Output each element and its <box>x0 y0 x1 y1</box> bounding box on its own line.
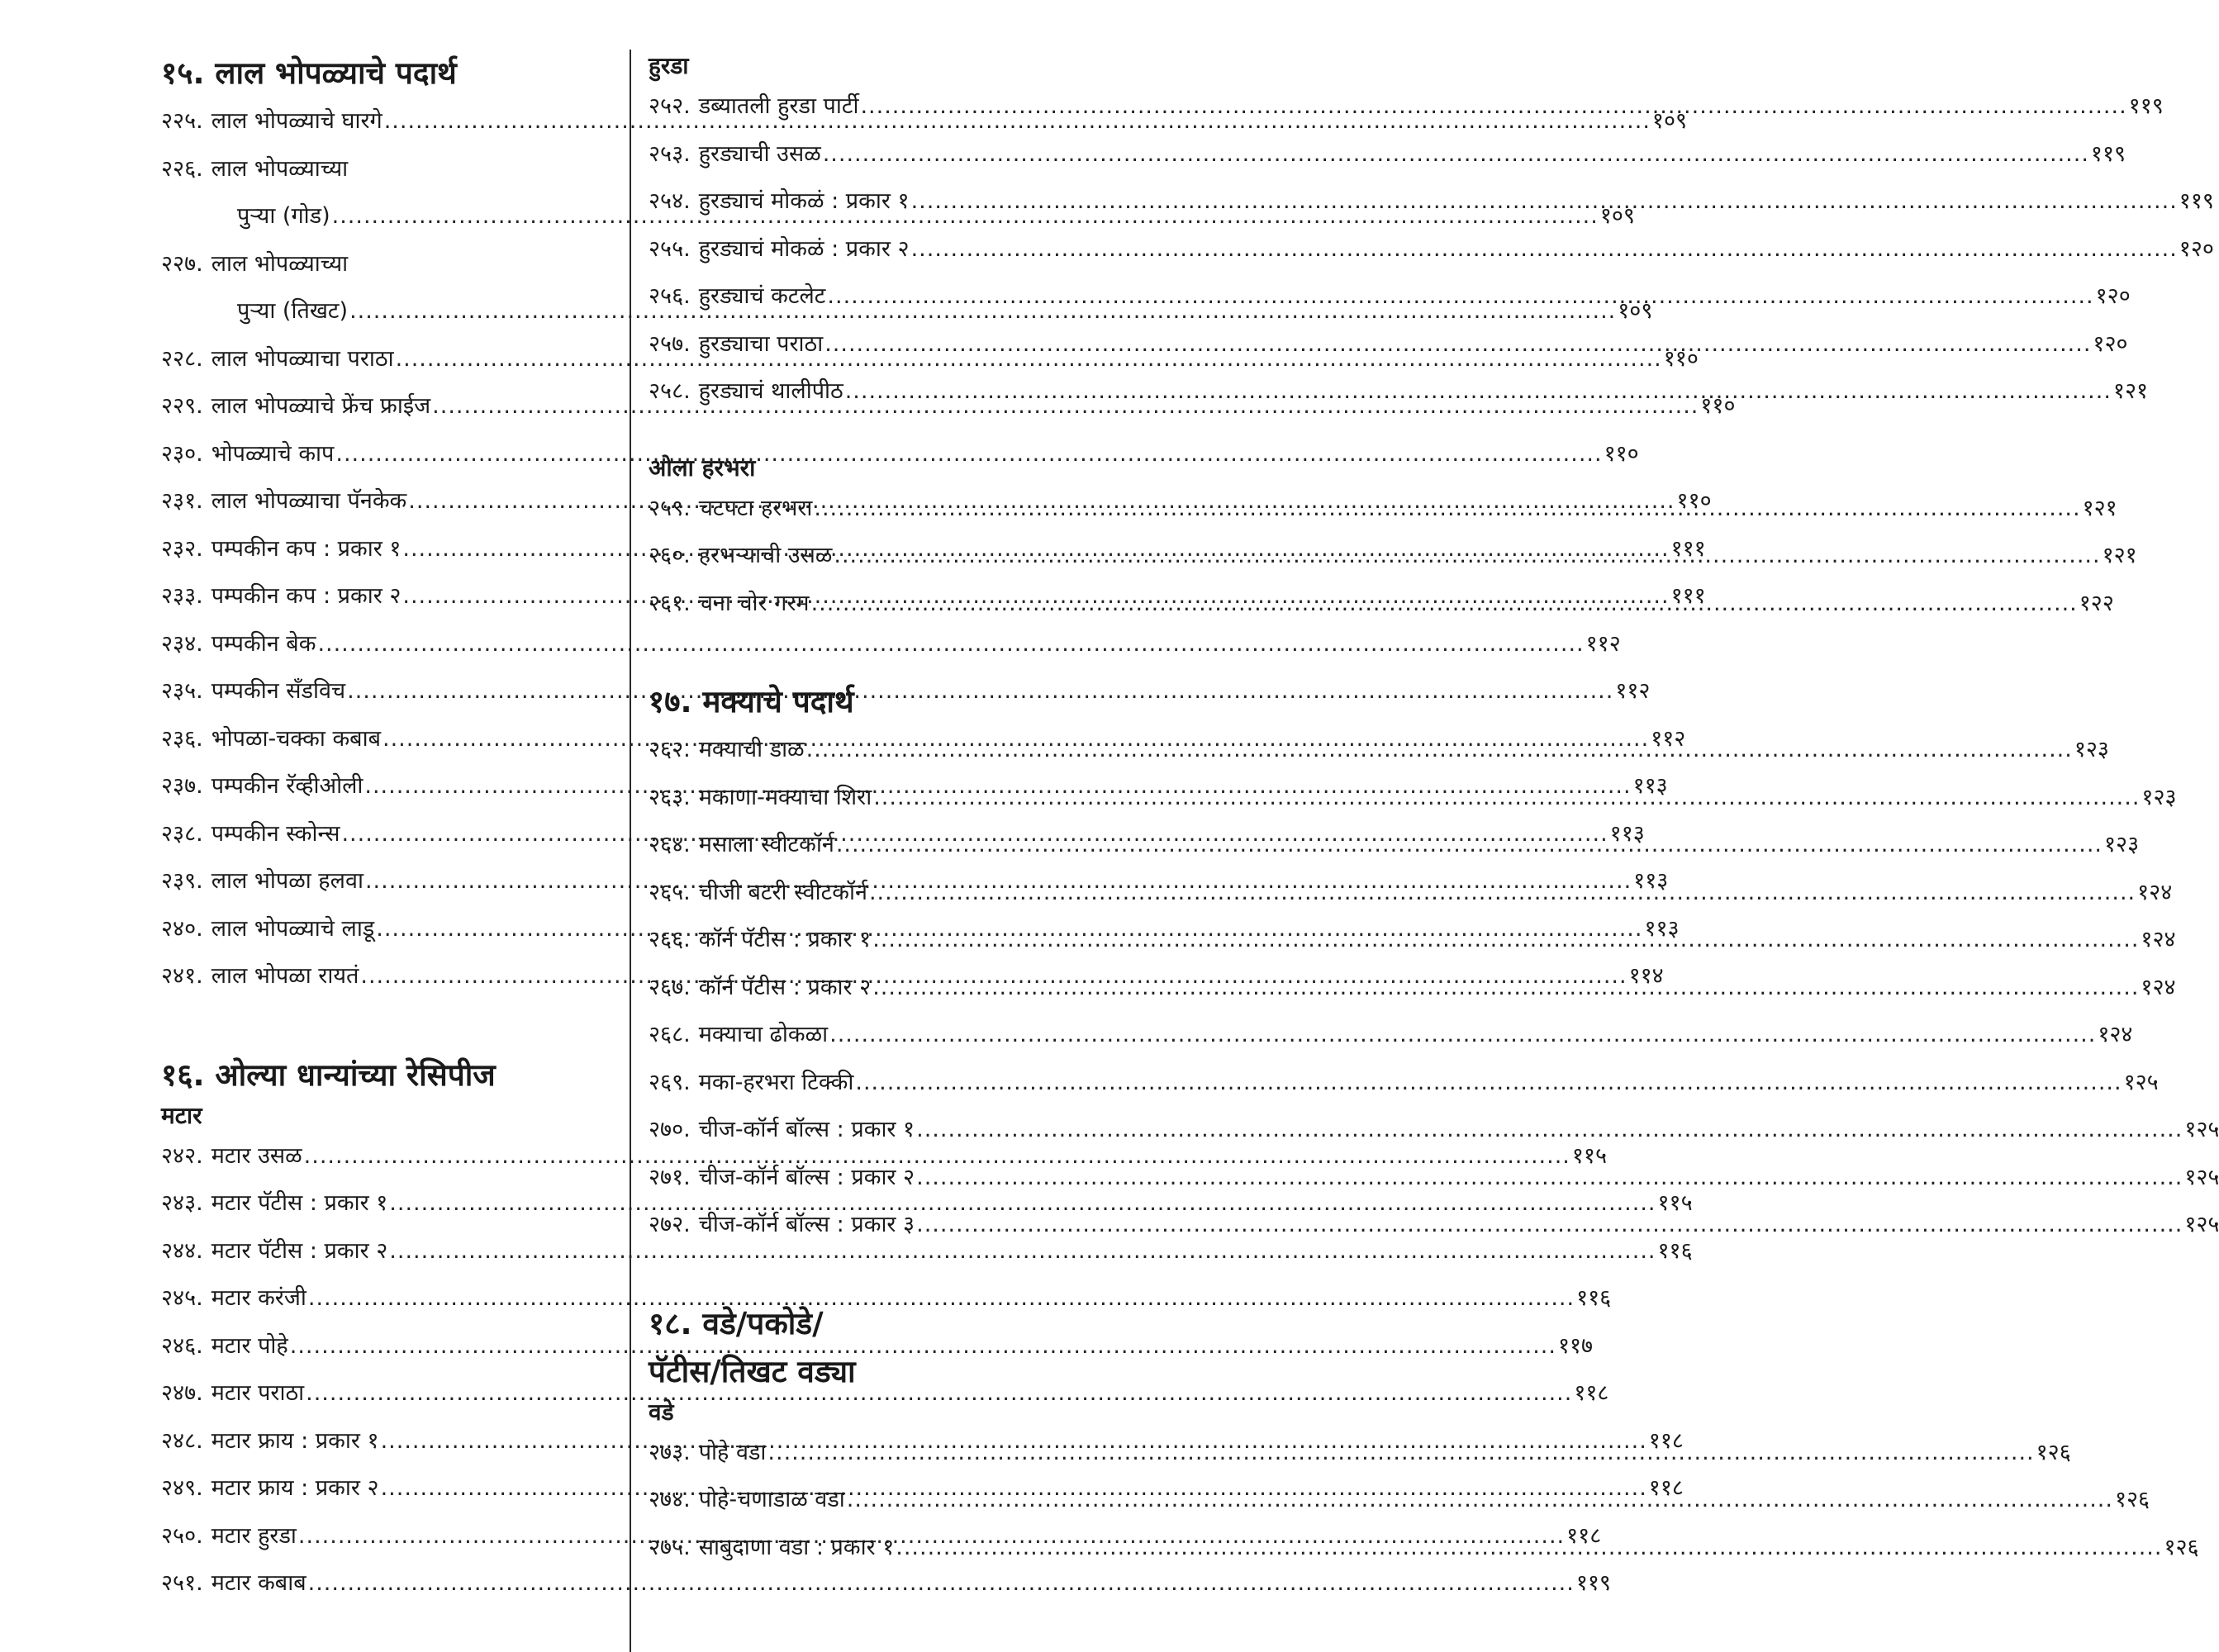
entry-page-number: १०९ <box>1651 108 1688 134</box>
leader-dots <box>915 1154 2184 1202</box>
entry-page-number: ११९ <box>1575 1570 1611 1596</box>
entry-page-number: ११३ <box>1644 915 1680 942</box>
leader-dots <box>845 1476 2115 1524</box>
entry-page-number: १२१ <box>2102 543 2137 568</box>
leader-dots <box>910 225 2179 273</box>
entry-title: लाल भोपळा रायतं <box>211 963 359 989</box>
leader-dots <box>872 774 2141 822</box>
entry-page-number: ११७ <box>1557 1332 1594 1359</box>
entry-title: लाल भोपळ्याच्या <box>211 250 349 277</box>
entry-page-number: ११८ <box>1648 1427 1684 1454</box>
entry-page-number: ११५ <box>1571 1142 1607 1169</box>
subheading-harbhara: ओला हरभरा <box>649 453 756 482</box>
entry-number: २७२. <box>649 1212 691 1237</box>
subheading-matar: मटार <box>161 1101 202 1129</box>
leader-dots <box>858 83 2128 131</box>
entry-page-number: १२४ <box>2141 974 2176 1000</box>
entry-page-number: ११८ <box>1566 1522 1602 1549</box>
entry-title: हुरड्याचं मोकळं : प्रकार १ <box>698 188 910 214</box>
entry-number: २६५. <box>649 879 691 905</box>
entry-title: मकाणा-मक्याचा शिरा <box>698 784 872 810</box>
entry-title: लाल भोपळ्याचे घारगे <box>211 108 383 134</box>
entry-title: मटार पॅटीस : प्रकार २ <box>211 1237 388 1264</box>
toc-entry <box>161 240 599 288</box>
leader-dots <box>805 726 2074 774</box>
entry-number: २४०. <box>161 915 203 942</box>
entry-title: चीज-कॉर्न बॉल्स : प्रकार १ <box>698 1117 915 1142</box>
toc-entry <box>649 1059 2159 1107</box>
entry-number: २४५. <box>161 1285 203 1311</box>
entry-page-number: ११३ <box>1632 773 1668 799</box>
entry-title: चीज-कॉर्न बॉल्स : प्रकार ३ <box>698 1212 915 1237</box>
section-heading-18-line1: १८. वडे/पकोडे/ <box>649 1305 824 1341</box>
entry-number: २५१. <box>161 1570 203 1596</box>
entry-number: २५३. <box>649 140 691 167</box>
entry-title: हुरड्याची उसळ <box>698 140 821 167</box>
entry-title: मटार कबाब <box>211 1570 306 1596</box>
entry-number: २३०. <box>161 440 203 467</box>
entry-number: २६२. <box>649 737 691 762</box>
entry-title: साबुदाणा वडा : प्रकार १ <box>698 1534 895 1560</box>
entry-number: २४६. <box>161 1332 203 1359</box>
entry-title: पोहे-चणाडाळ वडा <box>698 1487 845 1512</box>
leader-dots <box>766 1429 2036 1477</box>
leader-dots <box>832 532 2102 580</box>
entry-page-number: ११६ <box>1657 1237 1693 1264</box>
entry-page-number: १११ <box>1670 583 1706 609</box>
entry-title: मक्याचा ढोकळा <box>698 1022 829 1047</box>
entry-page-number: ११२ <box>1585 630 1621 657</box>
toc-entry <box>161 145 599 193</box>
entry-page-number: ११८ <box>1648 1475 1684 1501</box>
entry-title: भोपळा-चक्का कबाब <box>211 725 382 752</box>
entry-page-number: १२४ <box>2137 879 2173 905</box>
section-heading-15: १५. लाल भोपळ्याचे पदार्थ <box>161 55 457 91</box>
entry-page-number: १२४ <box>2098 1022 2133 1047</box>
entry-title: पम्पकीन कप : प्रकार १ <box>211 535 402 562</box>
toc-entry <box>161 1227 1693 1275</box>
entry-number: २४४. <box>161 1237 203 1264</box>
entry-title: हुरड्याचं थालीपीठ <box>698 378 843 404</box>
entry-page-number: १२६ <box>2114 1487 2150 1512</box>
entry-title: चीजी बटरी स्वीटकॉर्न <box>698 879 867 905</box>
entry-page-number: ११३ <box>1609 820 1645 847</box>
leader-dots <box>871 916 2141 964</box>
entry-title: चना चोर गरम <box>698 590 810 616</box>
toc-entry <box>649 1011 2133 1059</box>
entry-number: २२७. <box>161 250 203 277</box>
entry-title: मटार फ्राय : प्रकार २ <box>211 1475 379 1501</box>
entry-page-number: १२० <box>2093 330 2128 357</box>
entry-number: २५५. <box>649 235 691 262</box>
entry-number: २७४. <box>649 1487 691 1512</box>
entry-title: हुरड्याचा पराठा <box>698 330 824 357</box>
leader-dots <box>834 821 2104 869</box>
section-heading-18-line2: पॅटीस/तिखट वड्या <box>649 1353 856 1389</box>
entry-number: २२६. <box>161 155 203 182</box>
entry-page-number: १२३ <box>2104 832 2140 857</box>
entry-page-number: ११३ <box>1633 868 1669 894</box>
entry-number: २५०. <box>161 1522 203 1549</box>
entry-title: मटार उसळ <box>211 1142 302 1169</box>
entry-number: २३५. <box>161 678 203 704</box>
entry-page-number: ११२ <box>1651 725 1686 752</box>
leader-dots <box>828 1011 2098 1059</box>
entry-title: हरभऱ्याची उसळ <box>698 543 833 568</box>
entry-title: चटपटा हरभरा <box>698 495 813 521</box>
entry-title-continued: पुऱ्या (तिखट) <box>237 298 349 324</box>
entry-title-continued: पुऱ्या (गोड) <box>237 203 330 229</box>
entry-title: मटार करंजी <box>211 1285 306 1311</box>
entry-number: २५८. <box>649 378 691 404</box>
entry-title: मटार फ्राय : प्रकार १ <box>211 1427 379 1454</box>
entry-page-number: १२३ <box>2074 737 2109 762</box>
entry-number: २६०. <box>649 543 691 568</box>
entry-title: पम्पकीन रॅव्हीओली <box>211 773 363 799</box>
section-heading-17: १७. मक्याचे पदार्थ <box>649 684 854 719</box>
entry-title: मसाला स्वीटकॉर्न <box>698 832 834 857</box>
entry-title: पम्पकीन सँडविच <box>211 678 346 704</box>
leader-dots <box>894 1524 2164 1572</box>
entry-number: २४९. <box>161 1475 203 1501</box>
entry-page-number: १२५ <box>2184 1164 2219 1190</box>
entry-number: २७१. <box>649 1164 691 1190</box>
entry-number: २५७. <box>649 330 691 357</box>
entry-number: २६९. <box>649 1069 691 1095</box>
toc-entry <box>161 1275 1612 1322</box>
leader-dots <box>915 1106 2184 1154</box>
leader-dots <box>825 273 2095 320</box>
entry-number: २५२. <box>649 93 691 119</box>
entry-page-number: १२० <box>2095 283 2131 309</box>
entry-title: डब्यातली हुरडा पार्टी <box>698 93 859 119</box>
entry-page-number: १२६ <box>2036 1439 2071 1465</box>
entry-number: २५६. <box>649 283 691 309</box>
entry-number: २७३. <box>649 1439 691 1465</box>
entry-number: २२५. <box>161 108 203 134</box>
entry-number: २२९. <box>161 393 203 419</box>
entry-number: २३९. <box>161 868 203 894</box>
entry-number: २५९. <box>649 495 691 521</box>
entry-page-number: ११९ <box>2090 140 2126 167</box>
entry-page-number: ११८ <box>1574 1380 1609 1406</box>
entry-page-number: ११० <box>1663 345 1699 372</box>
entry-number: २६४. <box>649 832 691 857</box>
entry-title: पोहे वडा <box>698 1439 767 1465</box>
entry-number: २३३. <box>161 583 203 609</box>
entry-number: २४३. <box>161 1190 203 1216</box>
entry-title: भोपळ्याचे काप <box>211 440 335 467</box>
leader-dots <box>812 485 2082 533</box>
entry-title: पम्पकीन बेक <box>211 630 316 657</box>
entry-number: २७५. <box>649 1534 691 1560</box>
leader-dots <box>853 1059 2123 1107</box>
entry-page-number: १२३ <box>2141 784 2177 810</box>
entry-title: कॉर्न पॅटीस : प्रकार १ <box>698 927 872 952</box>
entry-number: २६८. <box>649 1022 691 1047</box>
entry-number: २७०. <box>649 1117 691 1142</box>
toc-entry <box>161 620 1621 668</box>
entry-title: लाल भोपळ्याचे फ्रेंच फ्राईज <box>211 393 431 419</box>
entry-number: २३१. <box>161 488 203 514</box>
entry-page-number: ११९ <box>2179 188 2214 214</box>
entry-number: २६३. <box>649 784 691 810</box>
entry-page-number: १२५ <box>2184 1117 2219 1142</box>
leader-dots <box>810 580 2079 628</box>
entry-title: लाल भोपळा हलवा <box>211 868 363 894</box>
leader-dots <box>871 964 2141 1012</box>
leader-dots <box>823 320 2093 368</box>
entry-title: हुरड्याचं मोकळं : प्रकार २ <box>698 235 910 262</box>
entry-number: २३२. <box>161 535 203 562</box>
leader-dots <box>910 178 2179 225</box>
entry-page-number: १०९ <box>1599 203 1635 229</box>
entry-title: लाल भोपळ्याचे लाडू <box>211 915 375 942</box>
entry-title: पम्पकीन कप : प्रकार २ <box>211 583 402 609</box>
entry-page-number: ११२ <box>1615 678 1651 704</box>
entry-number: २६१. <box>649 590 691 616</box>
entry-number: २३८. <box>161 820 203 847</box>
toc-entry <box>649 225 2214 273</box>
entry-page-number: १२५ <box>2184 1212 2219 1237</box>
entry-page-number: १२४ <box>2141 927 2176 952</box>
entry-title: मटार पराठा <box>211 1380 305 1406</box>
toc-entry <box>649 131 2126 178</box>
leader-dots <box>915 1201 2184 1249</box>
toc-entry <box>161 1559 1611 1607</box>
entry-number: २३७. <box>161 773 203 799</box>
subheading-hurda: हुरडा <box>649 52 689 79</box>
entry-title: लाल भोपळ्याच्या <box>211 155 349 182</box>
entry-title: मका-हरभरा टिक्की <box>698 1069 854 1095</box>
entry-number: २३४. <box>161 630 203 657</box>
entry-title: मटार हुरडा <box>211 1522 297 1549</box>
entry-number: २५४. <box>649 188 691 214</box>
entry-title: लाल भोपळ्याचा पराठा <box>211 345 394 372</box>
toc-entry <box>649 1106 2219 1154</box>
entry-title: मक्याची डाळ <box>698 737 805 762</box>
subheading-vade: वडे <box>649 1398 674 1426</box>
entry-number: २४७. <box>161 1380 203 1406</box>
entry-number: २४२. <box>161 1142 203 1169</box>
entry-title: चीज-कॉर्न बॉल्स : प्रकार २ <box>698 1164 915 1190</box>
entry-number: २४१. <box>161 963 203 989</box>
entry-title: कॉर्न पॅटीस : प्रकार २ <box>698 974 872 1000</box>
entry-title: मटार पॅटीस : प्रकार १ <box>211 1190 388 1216</box>
entry-page-number: ११० <box>1700 393 1736 419</box>
entry-page-number: ११४ <box>1628 963 1664 989</box>
entry-page-number: १२१ <box>2112 378 2149 404</box>
entry-page-number: १०९ <box>1618 298 1653 324</box>
entry-page-number: ११९ <box>2128 93 2164 119</box>
entry-number: २३६. <box>161 725 203 752</box>
entry-page-number: ११५ <box>1657 1190 1693 1216</box>
entry-number: २६७. <box>649 974 691 1000</box>
entry-page-number: ११६ <box>1576 1285 1612 1311</box>
entry-number: २४८. <box>161 1427 203 1454</box>
entry-page-number: १२१ <box>2082 495 2117 521</box>
leader-dots <box>843 368 2113 415</box>
entry-page-number: ११० <box>1604 440 1639 467</box>
entry-page-number: १११ <box>1670 535 1706 562</box>
entry-page-number: ११० <box>1676 488 1712 514</box>
entry-page-number: १२५ <box>2123 1069 2159 1095</box>
entry-number: २२८. <box>161 345 203 372</box>
entry-title: पम्पकीन स्कोन्स <box>211 820 340 847</box>
entry-page-number: १२० <box>2179 235 2214 262</box>
entry-page-number: १२६ <box>2164 1534 2199 1560</box>
section-heading-16: १६. ओल्या धान्यांच्या रेसिपीज <box>161 1056 496 1093</box>
leader-dots <box>821 131 2091 178</box>
entry-title: मटार पोहे <box>211 1332 288 1359</box>
entry-number: २६६. <box>649 927 691 952</box>
entry-title: लाल भोपळ्याचा पॅनकेक <box>211 488 407 514</box>
entry-title: हुरड्याचं कटलेट <box>698 283 826 309</box>
entry-page-number: १२२ <box>2079 590 2114 616</box>
leader-dots <box>867 869 2137 917</box>
